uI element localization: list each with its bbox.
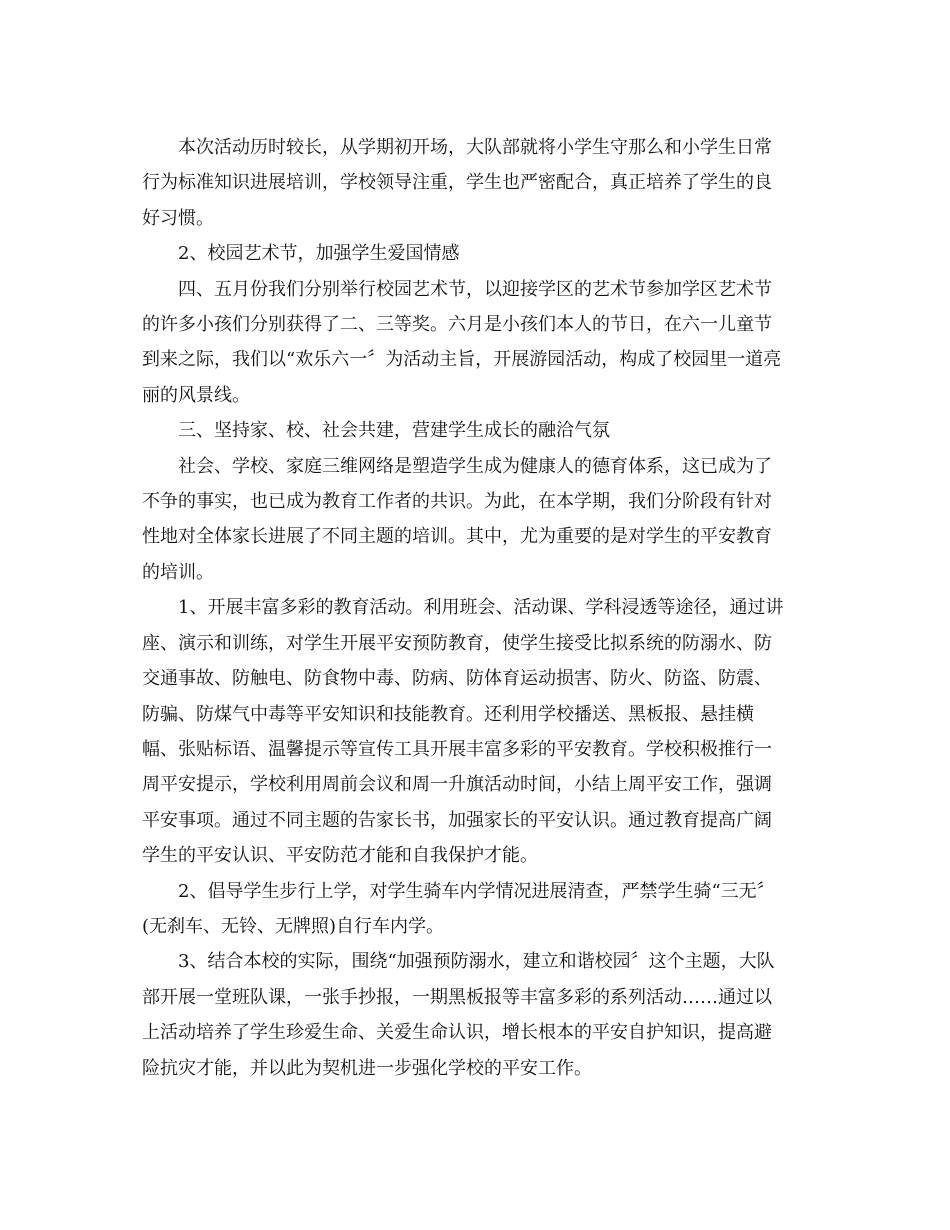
paragraph-line: 幅、张贴标语、温馨提示等宣传工具开展丰富多彩的平安教育。学校积极推行一 (142, 738, 772, 760)
paragraph-line: 平安事项。通过不同主题的告家长书，加强家长的平安认识。通过教育提高广阔 (142, 809, 772, 831)
paragraph-line: 到来之际，我们以“欢乐六一〞为活动主旨，开展游园活动，构成了校园里一道亮 (142, 349, 782, 371)
paragraph-line: 上活动培养了学生珍爱生命、关爱生命认识，增长根本的平安自护知识，提高避 (142, 1022, 772, 1044)
paragraph-line: 本次活动历时较长，从学期初开场，大队部就将小学生守那么和小学生日常 (178, 137, 772, 158)
paragraph-5 (142, 449, 802, 591)
paragraph-line: 行为标准知识进展培训，学校领导注重，学生也严密配合，真正培养了学生的良 (142, 172, 772, 194)
paragraph-line: 1、开展丰富多彩的教育活动。利用班会、活动课、学科浸透等途径，通过讲 (178, 597, 784, 619)
paragraph-4 (142, 413, 802, 448)
paragraph-3 (142, 272, 802, 414)
paragraph-2 (142, 236, 802, 271)
section-heading: 三、坚持家、校、社会共建，营建学生成长的融洽气氛 (178, 420, 610, 442)
paragraph-line: 险抗灾才能，并以此为契机进一步强化学校的平安工作。 (142, 1057, 592, 1079)
paragraph-7 (142, 874, 802, 945)
paragraph-line: 性地对全体家长进展了不同主题的培训。其中，尤为重要的是对学生的平安教育 (142, 526, 772, 548)
paragraph-1 (142, 130, 802, 236)
paragraph-8 (142, 944, 802, 1086)
paragraph-line: 2、倡导学生步行上学，对学生骑车内学情况进展清查，严禁学生骑“三无〞 (178, 880, 775, 902)
paragraph-line: 不争的事实，也已成为教育工作者的共识。为此，在本学期，我们分阶段有针对 (142, 491, 772, 513)
paragraph-line: 座、演示和训练，对学生开展平安预防教育，使学生接受比拟系统的防溺水、防 (142, 632, 772, 654)
paragraph-line: 学生的平安认识、平安防范才能和自我保护才能。 (142, 845, 538, 867)
paragraph-line: 社会、学校、家庭三维网络是塑造学生成为健康人的德育体系，这已成为了 (178, 455, 772, 477)
paragraph-line: 防骗、防煤气中毒等平安知识和技能教育。还利用学校播送、黑板报、悬挂横 (142, 703, 754, 725)
paragraph-6 (142, 590, 802, 873)
paragraph-line: 部开展一堂班队课，一张手抄报，一期黑板报等丰富多彩的系列活动……通过以 (142, 986, 772, 1008)
paragraph-line: 交通事故、防触电、防食物中毒、防病、防体育运动损害、防火、防盗、防震、 (142, 668, 772, 690)
document-body (142, 130, 802, 1086)
paragraph-line: 的许多小孩们分别获得了二、三等奖。六月是小孩们本人的节日，在六一儿童节 (142, 314, 772, 336)
section-heading: 2、校园艺术节，加强学生爱国情感 (178, 243, 460, 265)
paragraph-line: 周平安提示，学校利用周前会议和周一升旗活动时间，小结上周平安工作，强调 (142, 774, 772, 796)
paragraph-line: 丽的风景线。 (142, 384, 250, 406)
paragraph-line: 的培训。 (142, 561, 214, 583)
paragraph-line: 四、五月份我们分别举行校园艺术节，以迎接学区的艺术节参加学区艺术节 (178, 278, 772, 300)
paragraph-line: 好习惯。 (142, 207, 214, 229)
paragraph-line: 3、结合本校的实际，围绕“加强预防溺水，建立和谐校园〞这个主题，大队 (178, 951, 775, 973)
paragraph-line: (无刹车、无铃、无牌照)自行车内学。 (142, 915, 445, 937)
